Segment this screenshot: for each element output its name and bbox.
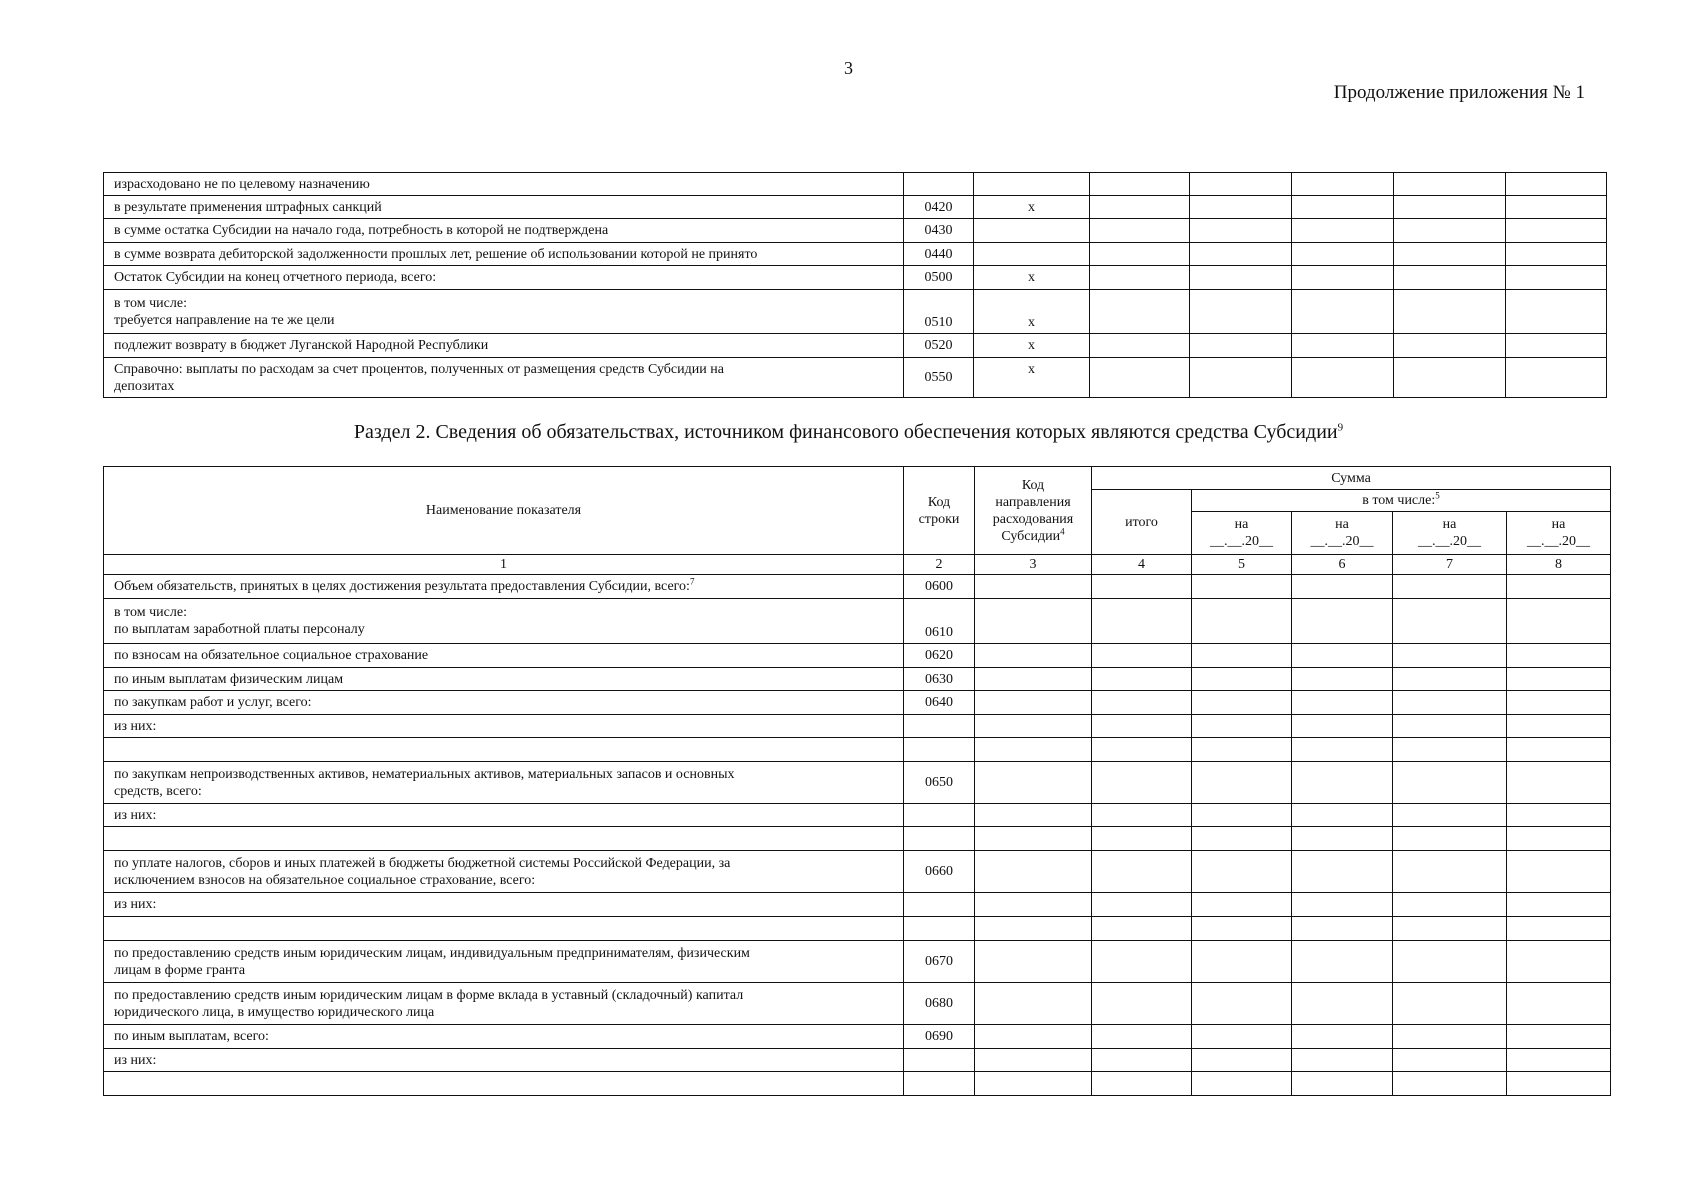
value-cell[interactable] (975, 893, 1092, 917)
value-cell[interactable] (975, 762, 1092, 804)
table-row (104, 290, 1607, 334)
value-cell[interactable] (1394, 196, 1506, 219)
table-row (104, 941, 1611, 983)
row-dir-code: x (974, 358, 1090, 398)
row-code: 0680 (904, 983, 975, 1025)
value-cell[interactable] (1393, 941, 1507, 983)
row-dir-code: x (974, 290, 1090, 334)
row-code[interactable] (904, 917, 975, 941)
value-cell[interactable] (1192, 668, 1292, 691)
row-dir-code: x (974, 334, 1090, 358)
value-cell[interactable] (1393, 1049, 1507, 1072)
value-cell[interactable] (1192, 1025, 1292, 1049)
value-cell[interactable] (1090, 266, 1190, 290)
value-cell[interactable] (1192, 644, 1292, 668)
header-date-na: на (1442, 517, 1457, 532)
value-cell[interactable] (1292, 715, 1393, 738)
table-row (104, 851, 1611, 893)
value-cell[interactable] (1292, 1072, 1393, 1096)
row-code: 0610 (904, 599, 975, 644)
row-code[interactable] (904, 738, 975, 762)
footnote-mark: 5 (1435, 490, 1440, 501)
row-code: 0430 (904, 219, 974, 243)
row-name: в результате применения штрафных санкций (104, 196, 904, 219)
row-name: из них: (104, 715, 904, 738)
value-cell[interactable] (1292, 983, 1393, 1025)
table-row (104, 1025, 1611, 1049)
value-cell[interactable] (1506, 334, 1607, 358)
value-cell[interactable] (975, 715, 1092, 738)
value-cell[interactable] (1190, 243, 1292, 266)
page-number: 3 (844, 58, 853, 78)
value-cell[interactable] (1394, 266, 1506, 290)
column-numbers-row (104, 555, 1611, 575)
row-name (104, 575, 904, 599)
value-cell[interactable] (1507, 691, 1611, 715)
value-cell[interactable] (1292, 893, 1393, 917)
value-cell[interactable] (1292, 219, 1394, 243)
row-name[interactable] (104, 1072, 904, 1096)
value-cell[interactable] (1090, 358, 1190, 398)
table-section1-continuation (103, 172, 1607, 398)
row-name: по иным выплатам физическим лицам (104, 668, 904, 691)
value-cell[interactable] (1292, 738, 1393, 762)
value-cell[interactable] (1507, 644, 1611, 668)
value-cell[interactable] (975, 575, 1092, 599)
value-cell[interactable] (975, 917, 1092, 941)
header-sum: Сумма (1092, 467, 1611, 490)
section-2-title-text: Раздел 2. Сведения об обязательствах, источником финансового обеспечения которых являются средства Субсидии (353, 421, 1338, 443)
value-cell[interactable] (1190, 196, 1292, 219)
value-cell[interactable] (1393, 983, 1507, 1025)
value-cell[interactable] (1192, 804, 1292, 827)
value-cell[interactable] (975, 644, 1092, 668)
value-cell[interactable] (1393, 644, 1507, 668)
row-dir-code: x (974, 196, 1090, 219)
value-cell[interactable] (1393, 804, 1507, 827)
table-row (104, 334, 1607, 358)
value-cell[interactable] (1292, 599, 1393, 644)
header-row (104, 467, 1611, 490)
value-cell[interactable] (1092, 738, 1192, 762)
value-cell[interactable] (1394, 290, 1506, 334)
row-dir-code (974, 173, 1090, 196)
row-name[interactable] (104, 917, 904, 941)
value-cell[interactable] (1507, 941, 1611, 983)
value-cell[interactable] (1393, 917, 1507, 941)
value-cell[interactable] (1507, 804, 1611, 827)
value-cell[interactable] (1092, 1025, 1192, 1049)
value-cell[interactable] (1092, 762, 1192, 804)
row-code: 0510 (904, 290, 974, 334)
value-cell[interactable] (1292, 762, 1393, 804)
value-cell[interactable] (975, 668, 1092, 691)
column-number: 3 (975, 555, 1092, 575)
value-cell[interactable] (1092, 827, 1192, 851)
value-cell[interactable] (1292, 196, 1394, 219)
row-name-line: средств, всего: (114, 783, 202, 799)
value-cell[interactable] (1394, 243, 1506, 266)
value-cell[interactable] (1090, 173, 1190, 196)
value-cell[interactable] (1190, 358, 1292, 398)
value-cell[interactable] (1092, 983, 1192, 1025)
table-row (104, 266, 1607, 290)
value-cell[interactable] (1292, 804, 1393, 827)
row-code (904, 1049, 975, 1072)
value-cell[interactable] (1507, 668, 1611, 691)
value-cell[interactable] (1192, 738, 1292, 762)
row-code (904, 173, 974, 196)
value-cell[interactable] (1292, 691, 1393, 715)
column-number: 1 (104, 555, 904, 575)
value-cell[interactable] (1292, 358, 1394, 398)
row-name: израсходовано не по целевому назначению (104, 173, 904, 196)
value-cell[interactable] (1192, 715, 1292, 738)
value-cell[interactable] (1292, 266, 1394, 290)
row-code[interactable] (904, 827, 975, 851)
value-cell[interactable] (1506, 173, 1607, 196)
value-cell[interactable] (1393, 738, 1507, 762)
row-code[interactable] (904, 1072, 975, 1096)
row-code (904, 893, 975, 917)
table-row (104, 599, 1611, 644)
header-date (1292, 512, 1393, 555)
value-cell[interactable] (975, 804, 1092, 827)
row-name: по закупкам работ и услуг, всего: (104, 691, 904, 715)
header-including (1192, 490, 1611, 512)
header-code-line: строки (918, 511, 960, 527)
row-name-line: по закупкам непроизводственных активов, нематериальных активов, материальных запасов и основных (114, 766, 735, 782)
value-cell[interactable] (1394, 334, 1506, 358)
value-cell[interactable] (1506, 266, 1607, 290)
row-code (904, 715, 975, 738)
appendix-label: Продолжение приложения № 1 (1333, 82, 1585, 103)
header-dir-line: расходования (992, 511, 1074, 527)
row-name-line: Справочно: выплаты по расходам за счет процентов, полученных от размещения средств Субсидии на (114, 361, 724, 377)
header-date (1192, 512, 1292, 555)
header-date-na: на (1335, 517, 1349, 532)
value-cell[interactable] (1507, 1025, 1611, 1049)
row-name: в сумме остатка Субсидии на начало года, потребность в которой не подтверждена (104, 219, 904, 243)
table-row-empty (104, 738, 1611, 762)
value-cell[interactable] (1393, 715, 1507, 738)
row-name-line: лицам в форме гранта (114, 962, 246, 978)
value-cell[interactable] (1292, 851, 1393, 893)
value-cell[interactable] (1292, 1025, 1393, 1049)
value-cell[interactable] (1292, 941, 1393, 983)
row-code (904, 804, 975, 827)
header-date-value: __.__.20__ (1418, 534, 1481, 549)
value-cell[interactable] (1393, 575, 1507, 599)
value-cell[interactable] (1092, 941, 1192, 983)
value-cell[interactable] (1393, 599, 1507, 644)
value-cell[interactable] (1090, 219, 1190, 243)
table-row (104, 196, 1607, 219)
value-cell[interactable] (1507, 893, 1611, 917)
header-date-value: __.__.20__ (1310, 534, 1374, 549)
value-cell[interactable] (975, 1025, 1092, 1049)
footnote-mark: 4 (1060, 525, 1065, 536)
table-row (104, 762, 1611, 804)
row-name-line: в том числе: (114, 605, 187, 620)
value-cell[interactable] (1090, 196, 1190, 219)
table-row (104, 804, 1611, 827)
value-cell[interactable] (1506, 196, 1607, 219)
header-dir-line (975, 525, 1091, 545)
value-cell[interactable] (1092, 691, 1192, 715)
row-name-line: депозитах (114, 378, 175, 394)
value-cell[interactable] (1192, 691, 1292, 715)
value-cell[interactable] (1192, 762, 1292, 804)
section-2-title (0, 421, 1697, 444)
value-cell[interactable] (975, 983, 1092, 1025)
value-cell[interactable] (975, 1072, 1092, 1096)
value-cell[interactable] (1507, 917, 1611, 941)
value-cell[interactable] (1092, 575, 1192, 599)
footnote-mark: 7 (689, 576, 695, 587)
row-name: из них: (104, 804, 904, 827)
header-date-na: на (1234, 517, 1249, 532)
value-cell[interactable] (1393, 1025, 1507, 1049)
row-code: 0640 (904, 691, 975, 715)
value-cell[interactable] (1092, 599, 1192, 644)
row-name: из них: (104, 893, 904, 917)
value-cell[interactable] (975, 851, 1092, 893)
value-cell[interactable] (1092, 804, 1192, 827)
value-cell[interactable] (975, 1049, 1092, 1072)
value-cell[interactable] (1393, 668, 1507, 691)
column-number: 2 (904, 555, 975, 575)
table-row (104, 575, 1611, 599)
value-cell[interactable] (1506, 243, 1607, 266)
value-cell[interactable] (1507, 715, 1611, 738)
value-cell[interactable] (975, 941, 1092, 983)
table-row (104, 1049, 1611, 1072)
value-cell[interactable] (1393, 762, 1507, 804)
value-cell[interactable] (1507, 827, 1611, 851)
value-cell[interactable] (1394, 219, 1506, 243)
header-dir-line: направления (995, 494, 1071, 510)
value-cell[interactable] (975, 827, 1092, 851)
row-name (104, 358, 904, 398)
row-name (104, 599, 904, 644)
header-name: Наименование показателя (104, 467, 904, 555)
row-name: по иным выплатам, всего: (104, 1025, 904, 1049)
value-cell[interactable] (1507, 762, 1611, 804)
value-cell[interactable] (1092, 668, 1192, 691)
row-name (104, 290, 904, 334)
value-cell[interactable] (1190, 290, 1292, 334)
value-cell[interactable] (1092, 644, 1192, 668)
row-name: подлежит возврату в бюджет Луганской Народной Республики (104, 334, 904, 358)
header-dir-text: Субсидии (1001, 528, 1061, 544)
table-row (104, 691, 1611, 715)
row-name: Остаток Субсидии на конец отчетного периода, всего: (104, 266, 904, 290)
row-name (104, 851, 904, 893)
row-dir-code (974, 243, 1090, 266)
value-cell[interactable] (1192, 1072, 1292, 1096)
column-number: 6 (1292, 555, 1393, 575)
value-cell[interactable] (1506, 358, 1607, 398)
value-cell[interactable] (1192, 941, 1292, 983)
value-cell[interactable] (1292, 917, 1393, 941)
header-date-na: на (1551, 517, 1566, 532)
row-name-text: Объем обязательств, принятых в целях достижения результата предоставления Субсидии, всего: (114, 579, 690, 594)
value-cell[interactable] (1393, 1072, 1507, 1096)
row-name: из них: (104, 1049, 904, 1072)
header-date-value: __.__.20__ (1210, 534, 1273, 549)
table-obligations (103, 466, 1611, 1096)
row-code: 0550 (904, 358, 974, 398)
row-name (104, 983, 904, 1025)
value-cell[interactable] (1292, 173, 1394, 196)
column-number: 5 (1192, 555, 1292, 575)
header-code (904, 467, 975, 555)
value-cell[interactable] (1192, 575, 1292, 599)
row-name: по взносам на обязательное социальное страхование (104, 644, 904, 668)
row-name-line: исключением взносов на обязательное социальное страхование, всего: (114, 872, 536, 888)
value-cell[interactable] (1090, 334, 1190, 358)
value-cell[interactable] (1394, 358, 1506, 398)
value-cell[interactable] (1092, 893, 1192, 917)
row-name-line: в том числе: (114, 295, 187, 311)
value-cell[interactable] (1192, 983, 1292, 1025)
row-name-line: по уплате налогов, сборов и иных платежей в бюджеты бюджетной системы Российской Федерации, за (114, 855, 731, 871)
value-cell[interactable] (1190, 334, 1292, 358)
value-cell[interactable] (1292, 334, 1394, 358)
value-cell[interactable] (975, 691, 1092, 715)
value-cell[interactable] (1090, 290, 1190, 334)
header-date-value: __.__.20__ (1527, 534, 1591, 549)
value-cell[interactable] (1190, 219, 1292, 243)
value-cell[interactable] (1192, 893, 1292, 917)
table-row (104, 715, 1611, 738)
value-cell[interactable] (1393, 851, 1507, 893)
table-row (104, 358, 1607, 398)
value-cell[interactable] (1192, 851, 1292, 893)
row-name (104, 941, 904, 983)
row-dir-code (974, 219, 1090, 243)
value-cell[interactable] (1190, 173, 1292, 196)
value-cell[interactable] (1507, 1049, 1611, 1072)
value-cell[interactable] (1192, 827, 1292, 851)
row-name[interactable] (104, 827, 904, 851)
row-code: 0420 (904, 196, 974, 219)
value-cell[interactable] (1190, 266, 1292, 290)
value-cell[interactable] (1507, 851, 1611, 893)
header-including-text: в том числе: (1362, 493, 1436, 508)
column-number: 7 (1393, 555, 1507, 575)
table-row (104, 644, 1611, 668)
column-number: 4 (1092, 555, 1192, 575)
row-name: в сумме возврата дебиторской задолженности прошлых лет, решение об использовании которой не принято (104, 243, 904, 266)
value-cell[interactable] (1092, 851, 1192, 893)
value-cell[interactable] (1507, 738, 1611, 762)
row-code: 0600 (904, 575, 975, 599)
value-cell[interactable] (1292, 644, 1393, 668)
value-cell[interactable] (1092, 1072, 1192, 1096)
row-code: 0620 (904, 644, 975, 668)
row-name[interactable] (104, 738, 904, 762)
value-cell[interactable] (1292, 290, 1394, 334)
row-name-line: по выплатам заработной платы персоналу (114, 622, 365, 637)
header-date (1393, 512, 1507, 555)
value-cell[interactable] (1393, 827, 1507, 851)
header-total: итого (1092, 490, 1192, 555)
row-dir-code: x (974, 266, 1090, 290)
value-cell[interactable] (975, 738, 1092, 762)
value-cell[interactable] (975, 599, 1092, 644)
header-code-line: Код (927, 494, 951, 510)
value-cell[interactable] (1092, 917, 1192, 941)
table-row-empty (104, 1072, 1611, 1096)
row-name (104, 762, 904, 804)
footnote-mark: 9 (1337, 421, 1344, 434)
value-cell[interactable] (1192, 917, 1292, 941)
value-cell[interactable] (1394, 173, 1506, 196)
table-row (104, 219, 1607, 243)
row-code: 0660 (904, 851, 975, 893)
value-cell[interactable] (1092, 715, 1192, 738)
row-code: 0650 (904, 762, 975, 804)
value-cell[interactable] (1292, 243, 1394, 266)
table-row-empty (104, 917, 1611, 941)
value-cell[interactable] (1507, 575, 1611, 599)
value-cell[interactable] (1507, 983, 1611, 1025)
header-direction-code (975, 467, 1092, 555)
row-name-line: юридического лица, в имущество юридического лица (114, 1004, 435, 1020)
column-number: 8 (1507, 555, 1611, 575)
row-code: 0520 (904, 334, 974, 358)
value-cell[interactable] (1393, 893, 1507, 917)
value-cell[interactable] (1507, 1072, 1611, 1096)
row-code: 0690 (904, 1025, 975, 1049)
value-cell[interactable] (1192, 1049, 1292, 1072)
row-name-line: по предоставлению средств иным юридическим лицам в форме вклада в уставный (складочный) капитал (114, 987, 744, 1003)
value-cell[interactable] (1393, 691, 1507, 715)
row-code: 0440 (904, 243, 974, 266)
value-cell[interactable] (1292, 575, 1393, 599)
row-code: 0500 (904, 266, 974, 290)
row-name-line: требуется направление на те же цели (114, 312, 335, 328)
table-row (104, 983, 1611, 1025)
value-cell[interactable] (1192, 599, 1292, 644)
value-cell[interactable] (1292, 668, 1393, 691)
value-cell[interactable] (1292, 827, 1393, 851)
value-cell[interactable] (1507, 599, 1611, 644)
row-name-line: по предоставлению средств иным юридическим лицам, индивидуальным предпринимателям, физическим (114, 945, 750, 961)
value-cell[interactable] (1506, 290, 1607, 334)
header-dir-line: Код (1021, 477, 1045, 493)
value-cell[interactable] (1090, 243, 1190, 266)
value-cell[interactable] (1292, 1049, 1393, 1072)
row-code: 0670 (904, 941, 975, 983)
table-row (104, 173, 1607, 196)
value-cell[interactable] (1506, 219, 1607, 243)
value-cell[interactable] (1092, 1049, 1192, 1072)
header-date (1507, 512, 1611, 555)
table-row-empty (104, 827, 1611, 851)
table-row (104, 243, 1607, 266)
table-row (104, 893, 1611, 917)
row-code: 0630 (904, 668, 975, 691)
table-row (104, 668, 1611, 691)
